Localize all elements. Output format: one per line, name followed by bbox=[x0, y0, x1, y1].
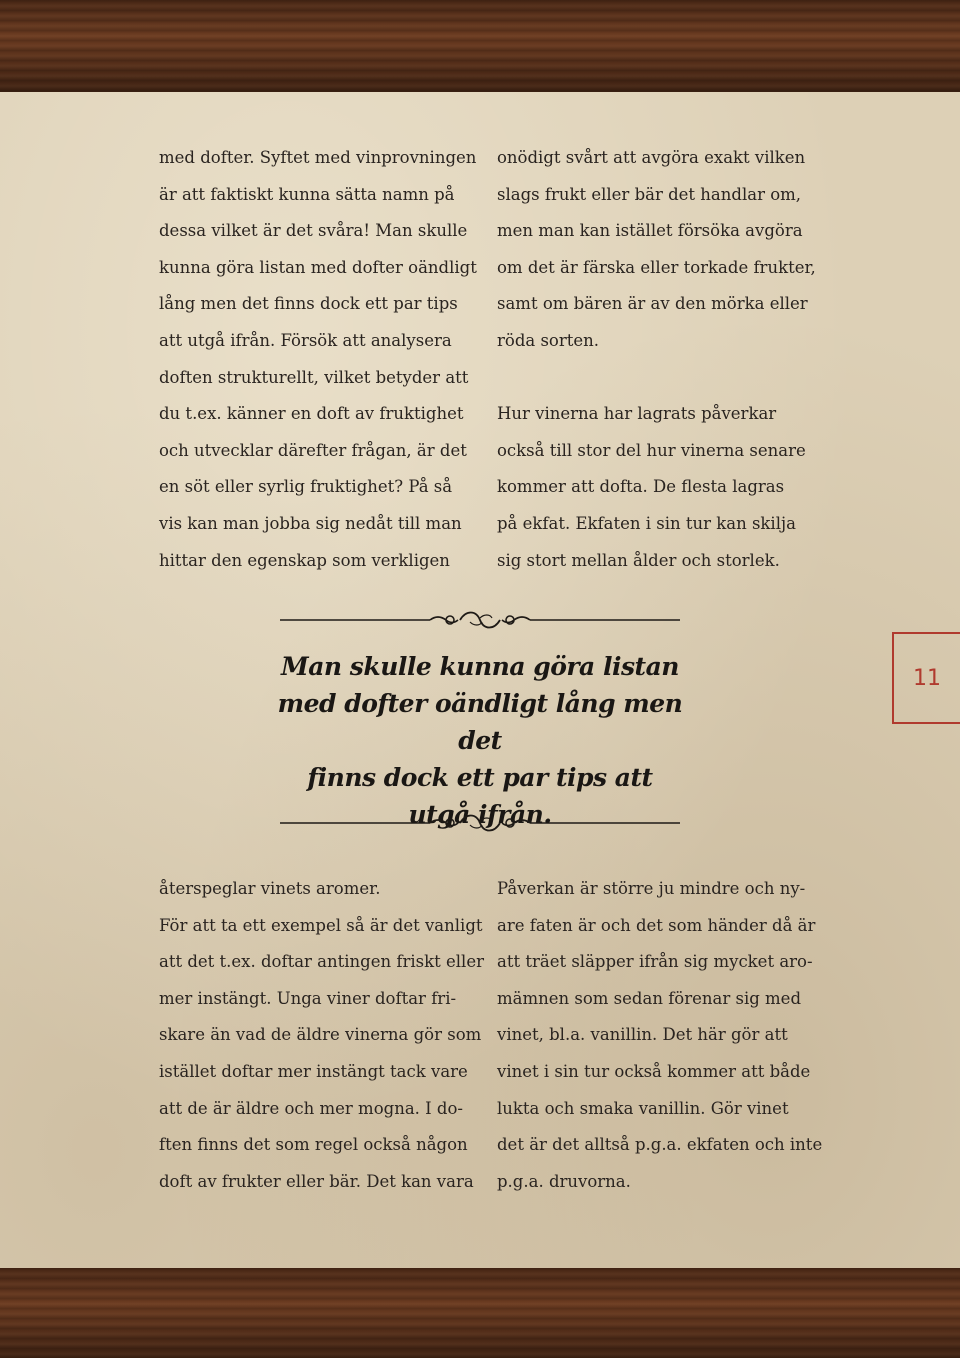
text-line: du t.ex. känner en doft av fruktighet bbox=[159, 404, 464, 424]
pull-quote-line: Man skulle kunna göra listan bbox=[281, 652, 679, 681]
text-line: doft av frukter eller bär. Det kan vara bbox=[159, 1171, 474, 1191]
text-line: sig stort mellan ålder och storlek. bbox=[497, 550, 780, 570]
text-line: Hur vinerna har lagrats påverkar bbox=[497, 404, 777, 424]
text-line: lång men det finns dock ett par tips bbox=[159, 294, 458, 314]
pull-quote-line: utgå ifrån. bbox=[408, 800, 552, 829]
wood-background-bottom bbox=[0, 1268, 960, 1358]
text-column-top-left bbox=[159, 140, 479, 579]
text-line: kommer att dofta. De flesta lagras bbox=[497, 477, 785, 497]
text-line: are faten är och det som händer då är bbox=[497, 915, 816, 935]
text-line: att träet släpper ifrån sig mycket aro- bbox=[497, 952, 813, 972]
text-column-bottom-right bbox=[497, 871, 823, 1200]
text-line: Påverkan är större ju mindre och ny- bbox=[497, 879, 806, 898]
text-line: en söt eller syrlig fruktighet? På så bbox=[159, 477, 453, 497]
text-line: vis kan man jobba sig nedåt till man bbox=[159, 513, 462, 533]
text-line: slags frukt eller bär det handlar om, bbox=[497, 184, 802, 204]
text-line: vinet i sin tur också kommer att både bbox=[497, 1061, 811, 1081]
text-line: med dofter. Syftet med vinprovningen bbox=[159, 148, 477, 167]
text-line: vinet, bl.a. vanillin. Det här gör att bbox=[497, 1025, 788, 1045]
text-line: ften finns det som regel också någon bbox=[159, 1135, 468, 1155]
text-line: det är det alltså p.g.a. ekfaten och inte bbox=[497, 1135, 823, 1155]
text-line: mämnen som sedan förenar sig med bbox=[497, 988, 802, 1008]
text-line: men man kan istället försöka avgöra bbox=[497, 221, 803, 241]
pull-quote bbox=[260, 648, 700, 833]
text-line: p.g.a. druvorna. bbox=[497, 1171, 631, 1191]
text-line: om det är färska eller torkade frukter, bbox=[497, 257, 816, 277]
text-line: doften strukturellt, vilket betyder att bbox=[159, 367, 469, 387]
pull-quote-line: finns dock ett par tips att bbox=[307, 763, 653, 792]
flourish-divider-bottom bbox=[280, 813, 680, 833]
text-line: För att ta ett exempel så är det vanligt bbox=[159, 915, 483, 935]
page-number: 11 bbox=[913, 665, 941, 691]
text-column-bottom-left bbox=[159, 871, 484, 1200]
pull-quote-line: med dofter oändligt lång men det bbox=[277, 689, 683, 755]
text-line: lukta och smaka vanillin. Gör vinet bbox=[497, 1098, 789, 1118]
text-line: är att faktiskt kunna sätta namn på bbox=[159, 184, 455, 204]
text-line: skare än vad de äldre vinerna gör som bbox=[159, 1025, 482, 1045]
text-line: dessa vilket är det svåra! Man skulle bbox=[159, 221, 468, 241]
text-line: samt om bären är av den mörka eller bbox=[497, 294, 808, 314]
text-line: istället doftar mer instängt tack vare bbox=[159, 1061, 468, 1081]
flourish-divider-top bbox=[280, 610, 680, 630]
page-number-box bbox=[892, 632, 960, 724]
text-line: och utvecklar därefter frågan, är det bbox=[159, 440, 467, 460]
text-line: kunna göra listan med dofter oändligt bbox=[159, 257, 477, 277]
text-line: att det t.ex. doftar antingen friskt eller bbox=[159, 952, 484, 972]
text-line: att de är äldre och mer mogna. I do- bbox=[159, 1098, 463, 1118]
text-line: på ekfat. Ekfaten i sin tur kan skilja bbox=[497, 513, 796, 533]
text-line: mer instängt. Unga viner doftar fri- bbox=[159, 988, 457, 1008]
text-line: röda sorten. bbox=[497, 330, 600, 350]
text-line: också till stor del hur vinerna senare bbox=[497, 440, 806, 460]
text-line: hittar den egenskap som verkligen bbox=[159, 550, 450, 570]
text-line: återspeglar vinets aromer. bbox=[159, 879, 381, 898]
text-column-top-right bbox=[497, 140, 817, 579]
wood-background-top bbox=[0, 0, 960, 92]
paragraph-gap bbox=[497, 360, 817, 397]
text-line: att utgå ifrån. Försök att analysera bbox=[159, 330, 452, 350]
text-line: onödigt svårt att avgöra exakt vilken bbox=[497, 148, 806, 167]
